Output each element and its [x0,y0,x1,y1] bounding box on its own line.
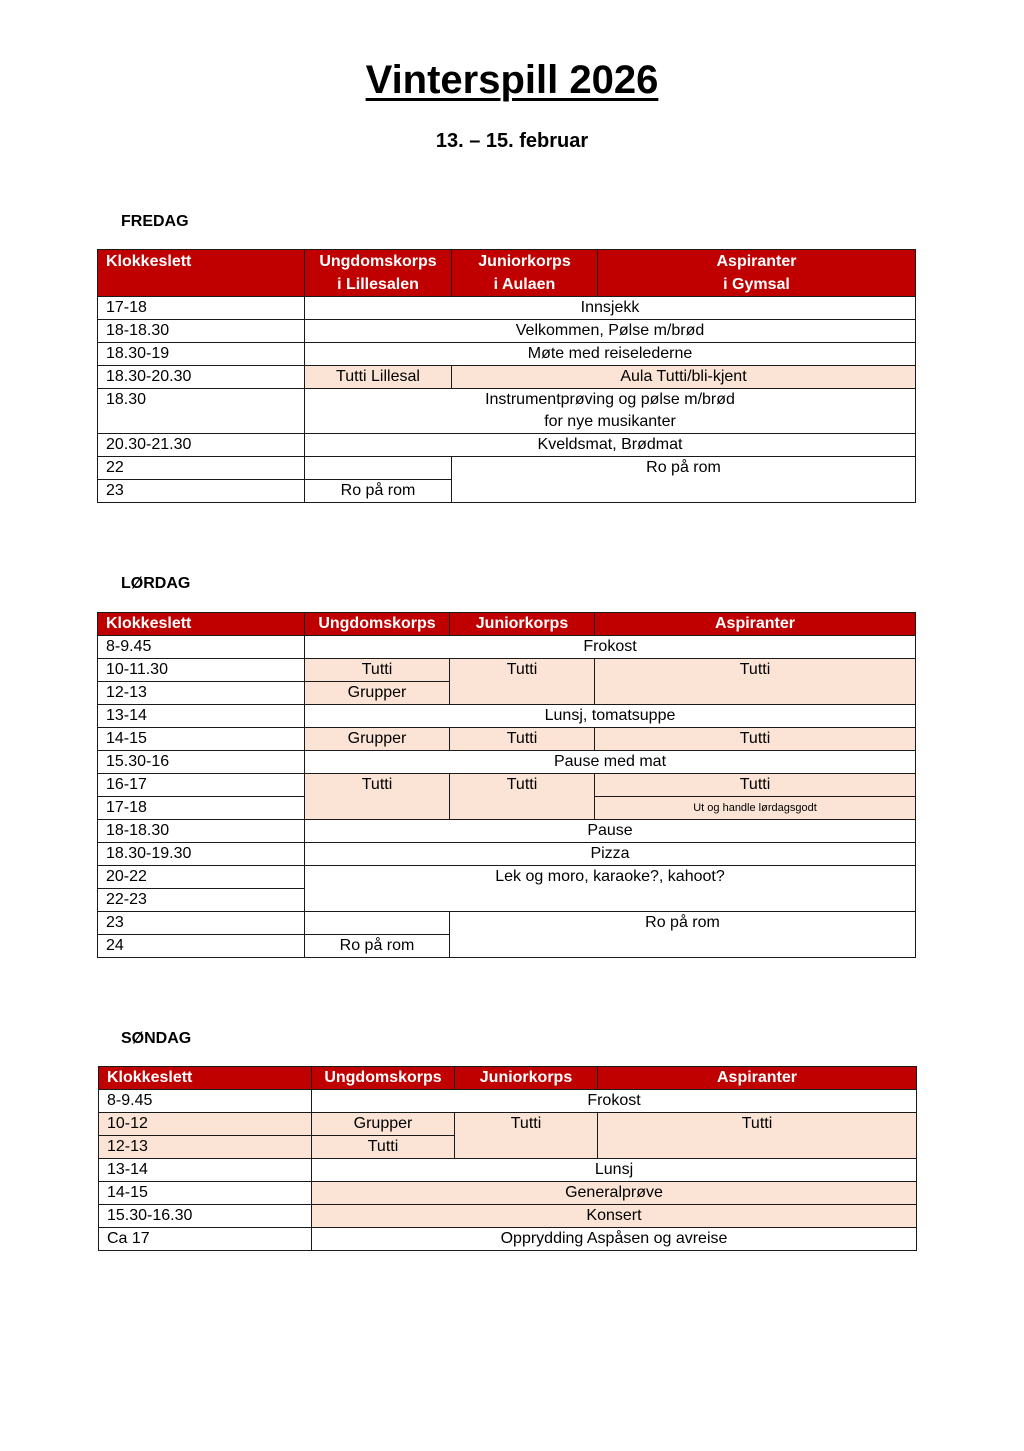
activity-cell-junior-aspirant: Aula Tutti/bli-kjent [452,366,916,389]
activity-cell-ungdom: Ro på rom [305,480,452,503]
activity-cell-aspirant: Tutti [598,1113,917,1159]
table-row [99,1159,917,1182]
table-row [98,636,916,659]
table-row [99,1113,917,1136]
time-cell: 14-15 [99,1182,312,1205]
time-cell: 8-9.45 [99,1090,312,1113]
activity-cell-junior: Tutti [450,659,595,705]
table-row [98,366,916,389]
activity-cell: Pause [305,820,916,843]
table-row [98,297,916,320]
activity-cell: Lek og moro, karaoke?, kahoot? [305,866,916,912]
time-cell: 17-18 [98,297,305,320]
activity-cell: Pizza [305,843,916,866]
table-row [98,434,916,457]
activity-cell: Kveldsmat, Brødmat [305,434,916,457]
table-row [98,343,916,366]
activity-cell: Møte med reiselederne [305,343,916,366]
time-cell: 15.30-16 [98,751,305,774]
activity-cell-junior: Tutti [450,774,595,820]
activity-cell: Innsjekk [305,297,916,320]
table-row [99,1205,917,1228]
time-cell: 17-18 [98,797,305,820]
header-ungdomskorps: Ungdomskorps [312,1067,455,1090]
time-cell: 24 [98,935,305,958]
time-cell: 12-13 [98,682,305,705]
header-ungdomskorps: Ungdomskorps [305,613,450,636]
time-cell: 22 [98,457,305,480]
table-row [98,912,916,935]
time-cell: 12-13 [99,1136,312,1159]
table-row [99,1090,917,1113]
table-row [98,705,916,728]
activity-cell: Instrumentprøving og pølse m/brød for nye musikanter [305,389,916,434]
page-title [0,58,1024,103]
header-time: Klokkeslett [98,250,305,297]
table-row [98,659,916,682]
activity-cell: Frokost [312,1090,917,1113]
time-cell: 8-9.45 [98,636,305,659]
time-cell: 13-14 [98,705,305,728]
table-header-row [98,250,916,297]
activity-cell-ungdom: Tutti [305,659,450,682]
time-cell: 18.30-19 [98,343,305,366]
table-row [98,389,916,434]
activity-cell-aspirant: Tutti [595,774,916,797]
activity-cell: Pause med mat [305,751,916,774]
header-juniorkorps: Juniorkorps i Aulaen [452,250,598,297]
table-row [98,320,916,343]
activity-cell: Generalprøve [312,1182,917,1205]
schedule-table-fredag [97,249,916,503]
header-aspiranter: Aspiranter i Gymsal [598,250,916,297]
activity-cell-ungdom: Tutti [305,774,450,820]
time-cell: 10-11.30 [98,659,305,682]
time-cell: 20.30-21.30 [98,434,305,457]
table-header-row [99,1067,917,1090]
day-label-fredag: FREDAG [121,213,189,230]
time-cell: 20-22 [98,866,305,889]
time-cell: 22-23 [98,889,305,912]
time-cell: 23 [98,480,305,503]
table-row [98,820,916,843]
activity-cell-ungdom: Grupper [312,1113,455,1136]
time-cell: 10-12 [99,1113,312,1136]
activity-cell: Opprydding Aspåsen og avreise [312,1228,917,1251]
empty-cell [305,912,450,935]
activity-cell-ungdom: Grupper [305,682,450,705]
time-cell: 18.30 [98,389,305,434]
page-subtitle: 13. – 15. februar [435,130,589,152]
day-label-lordag: LØRDAG [121,575,191,592]
day-label-sondag: SØNDAG [121,1030,192,1047]
time-cell: 18.30-19.30 [98,843,305,866]
header-aspiranter: Aspiranter [598,1067,917,1090]
activity-cell-junior: Tutti [455,1113,598,1159]
page-title-text: Vinterspill 2026 [365,58,659,102]
activity-cell-junior: Tutti [450,728,595,751]
activity-cell-ungdom: Tutti [312,1136,455,1159]
activity-cell-ungdom: Tutti Lillesal [305,366,452,389]
empty-cell [305,457,452,480]
header-aspiranter: Aspiranter [595,613,916,636]
table-row [99,1228,917,1251]
activity-cell-junior-aspirant: Ro på rom [452,457,916,503]
schedule-table-lordag [97,612,916,958]
activity-cell-ungdom: Grupper [305,728,450,751]
time-cell: 15.30-16.30 [99,1205,312,1228]
time-cell: 14-15 [98,728,305,751]
activity-cell-aspirant: Tutti [595,728,916,751]
activity-cell-aspirant: Tutti [595,659,916,705]
header-juniorkorps: Juniorkorps [455,1067,598,1090]
table-row [98,843,916,866]
header-time: Klokkeslett [98,613,305,636]
activity-cell: Lunsj, tomatsuppe [305,705,916,728]
time-cell: Ca 17 [99,1228,312,1251]
table-row [98,751,916,774]
schedule-table-sondag [98,1066,917,1251]
time-cell: 18-18.30 [98,320,305,343]
table-row [98,457,916,480]
table-row [98,728,916,751]
table-row [99,1182,917,1205]
activity-cell-ungdom: Ro på rom [305,935,450,958]
activity-cell-aspirant: Ut og handle lørdagsgodt [595,797,916,820]
table-row [98,866,916,889]
table-header-row [98,613,916,636]
header-time: Klokkeslett [99,1067,312,1090]
header-juniorkorps: Juniorkorps [450,613,595,636]
activity-cell-junior-aspirant: Ro på rom [450,912,916,958]
activity-cell: Frokost [305,636,916,659]
time-cell: 16-17 [98,774,305,797]
time-cell: 18.30-20.30 [98,366,305,389]
activity-cell: Lunsj [312,1159,917,1182]
time-cell: 13-14 [99,1159,312,1182]
activity-cell: Konsert [312,1205,917,1228]
time-cell: 23 [98,912,305,935]
table-row [98,774,916,797]
time-cell: 18-18.30 [98,820,305,843]
activity-cell: Velkommen, Pølse m/brød [305,320,916,343]
header-ungdomskorps: Ungdomskorps i Lillesalen [305,250,452,297]
